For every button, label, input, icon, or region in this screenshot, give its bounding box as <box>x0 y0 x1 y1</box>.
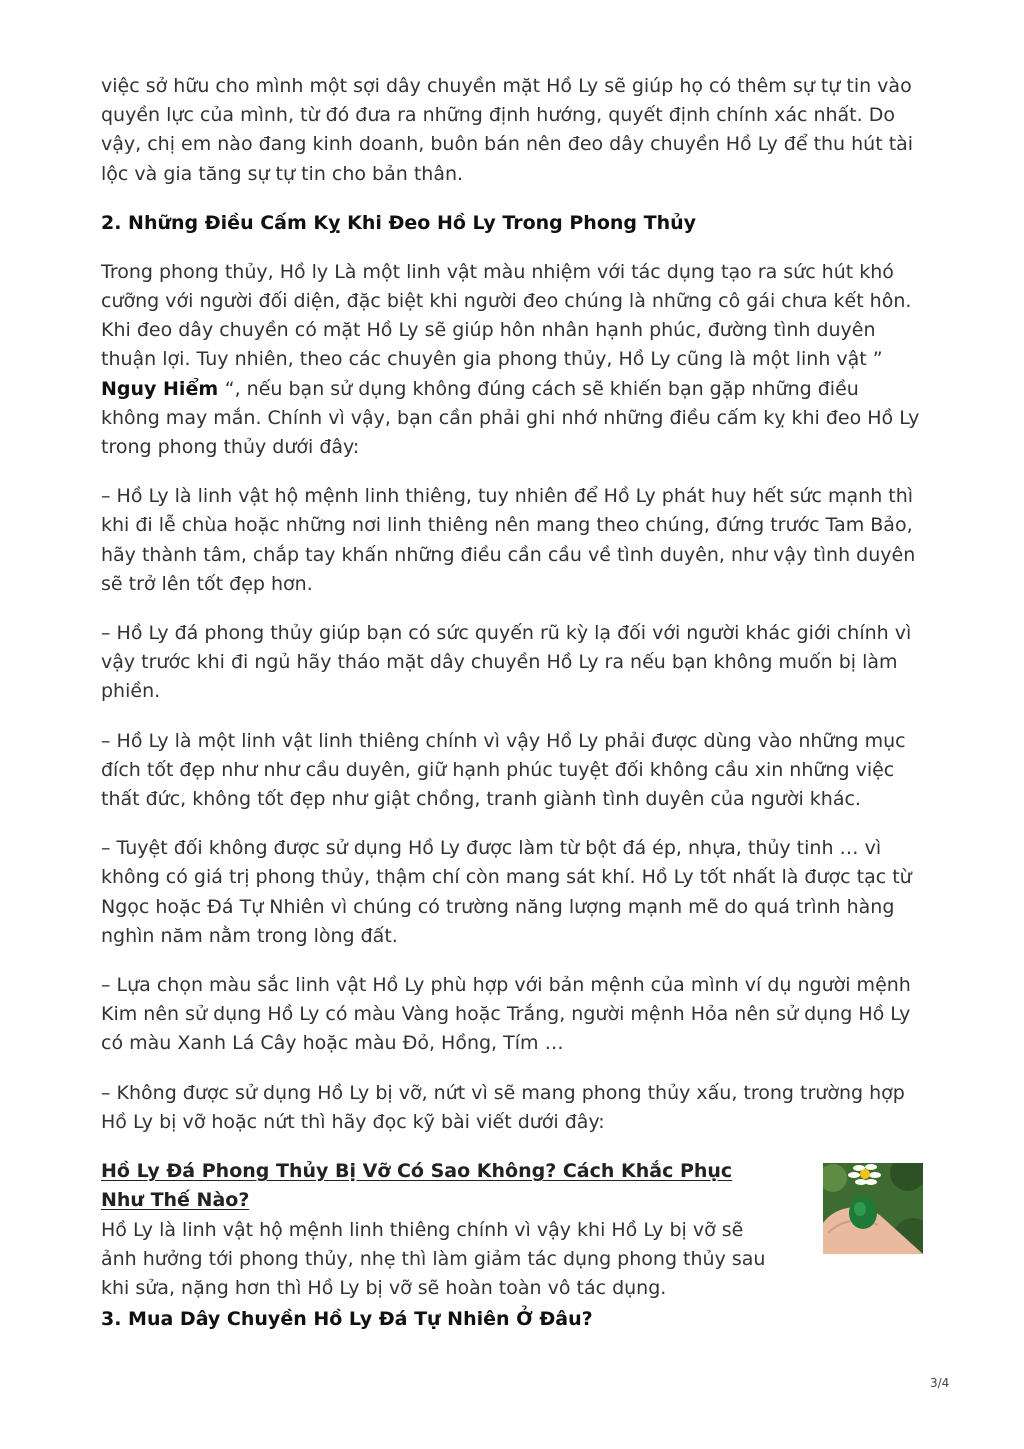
section-2-text-before: Trong phong thủy, Hồ ly Là một linh vật màu nhiệm với tác dụng tạo ra sức hút khó cưỡng với người đối diện, đặc biệt khi người đeo chúng là những cô gái chưa kết hôn. Khi đeo dây chuyền có mặt Hồ Ly sẽ giúp hôn nhân hạnh phúc, đường tình duyên thuận lợi. Tuy nhiên, theo các chuyên gia phong thủy, Hồ Ly cũng là một linh vật ” <box>101 260 912 371</box>
related-post <box>101 1157 923 1303</box>
nguy-hiem-emphasis: Nguy Hiểm <box>101 377 225 400</box>
section-3-heading: 3. Mua Dây Chuyền Hồ Ly Đá Tự Nhiên Ở Đâu? <box>101 1308 593 1331</box>
jade-fox-photo <box>823 1163 923 1254</box>
intro-paragraph: việc sở hữu cho mình một sợi dây chuyền mặt Hồ Ly sẽ giúp họ có thêm sự tự tin vào quyền lực của mình, từ đó đưa ra những định hướng, quyết định chính xác nhất. Do vậy, chị em nào đang kinh doanh, buôn bán nên đeo dây chuyền Hồ Ly để thu hút tài lộc và gia tăng sự tự tin cho bản thân. <box>101 75 914 185</box>
section-2-paragraph <box>101 258 923 462</box>
document-page <box>101 72 923 1334</box>
related-post-thumbnail[interactable] <box>823 1163 923 1254</box>
bullet-paragraph: – Hồ Ly là một linh vật linh thiêng chính vì vậy Hồ Ly phải được dùng vào những mục đích tốt đẹp như như cầu duyên, giữ hạnh phúc tuyệt đối không cầu xin những việc thất đức, không tốt đẹp như giật chồng, tranh giành tình duyên của người khác. <box>101 729 906 811</box>
bullet-paragraph: – Hồ Ly là linh vật hộ mệnh linh thiêng, tuy nhiên để Hồ Ly phát huy hết sức mạnh thì khi đi lễ chùa hoặc những nơi linh thiêng nên mang theo chúng, đứng trước Tam Bảo, hãy thành tâm, chắp tay khấn những điều cần cầu về tình duyên, như vậy tình duyên sẽ trở lên tốt đẹp hơn. <box>101 485 916 595</box>
page-number: 3/4 <box>930 1376 950 1390</box>
related-post-excerpt: Hồ Ly là linh vật hộ mệnh linh thiêng chính vì vậy khi Hồ Ly bị vỡ sẽ ảnh hưởng tới phong thủy, nhẹ thì làm giảm tác dụng phong thủy sau khi sửa, nặng hơn thì Hồ Ly bị vỡ sẽ hoàn toàn vô tác dụng. <box>101 1218 766 1299</box>
bullet-paragraph: – Tuyệt đối không được sử dụng Hồ Ly được làm từ bột đá ép, nhựa, thủy tinh … vì không có giá trị phong thủy, thậm chí còn mang sát khí. Hồ Ly tốt nhất là được tạc từ Ngọc hoặc Đá Tự Nhiên vì chúng có trường năng lượng mạnh mẽ do quá trình hàng nghìn năm nằm trong lòng đất. <box>101 837 912 947</box>
section-2-text-after: “, nếu bạn sử dụng không đúng cách sẽ khiến bạn gặp những điều không may mắn. Chính vì vậy, bạn cần phải ghi nhớ những điều cấm kỵ khi đeo Hồ Ly trong phong thủy dưới đây: <box>101 377 920 459</box>
bullet-paragraph: – Hồ Ly đá phong thủy giúp bạn có sức quyến rũ kỳ lạ đối với người khác giới chính vì vậy trước khi đi ngủ hãy tháo mặt dây chuyền Hồ Ly ra nếu bạn không muốn bị làm phiền. <box>101 622 912 703</box>
bullet-paragraph: – Không được sử dụng Hồ Ly bị vỡ, nứt vì sẽ mang phong thủy xấu, trong trường hợp Hồ Ly bị vỡ hoặc nứt thì hãy đọc kỹ bài viết dưới đây: <box>101 1081 905 1133</box>
section-2-heading: 2. Những Điều Cấm Kỵ Khi Đeo Hồ Ly Trong Phong Thủy <box>101 211 697 234</box>
bullet-paragraph: – Lựa chọn màu sắc linh vật Hồ Ly phù hợp với bản mệnh của mình ví dụ người mệnh Kim nên sử dụng Hồ Ly có màu Vàng hoặc Trắng, người mệnh Hỏa nên sử dụng Hồ Ly có màu Xanh Lá Cây hoặc màu Đỏ, Hồng, Tím … <box>101 974 911 1055</box>
related-post-link[interactable]: Hồ Ly Đá Phong Thủy Bị Vỡ Có Sao Không? Cách Khắc Phục Như Thế Nào? <box>101 1160 733 1212</box>
